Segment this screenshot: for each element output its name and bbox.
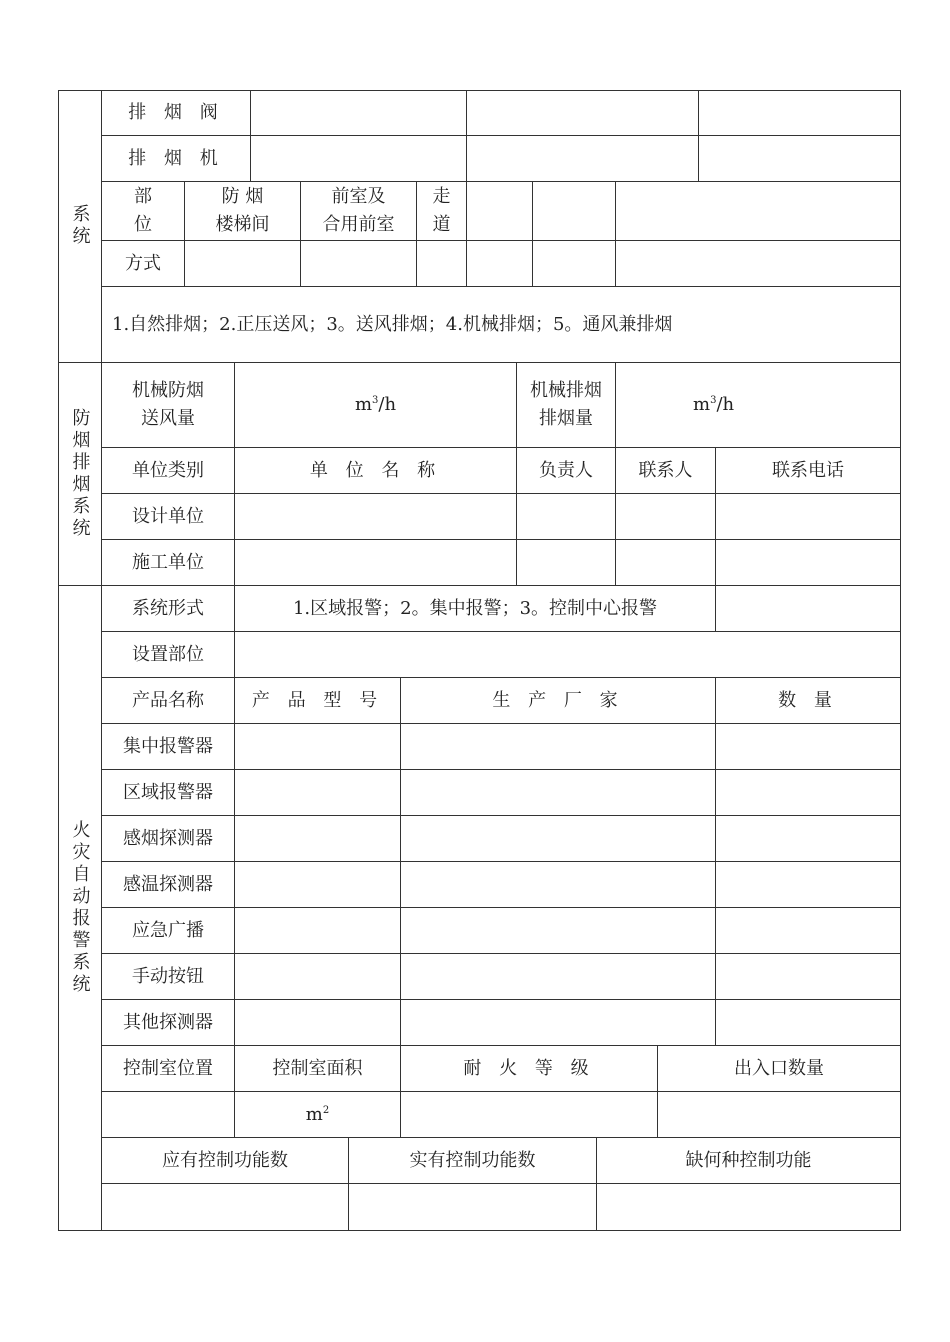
supply-unit: $m^3/h$	[354, 394, 397, 416]
design-unit-label: 设计单位	[102, 494, 235, 540]
control-room-location-cell[interactable]	[102, 1092, 235, 1138]
product-model-header: 产 品 型 号	[235, 678, 401, 724]
product-name: 感温探测器	[102, 862, 235, 908]
method-cell-3[interactable]	[616, 241, 901, 287]
manufacturer-cell[interactable]	[401, 1000, 716, 1046]
manufacturer-cell[interactable]	[401, 908, 716, 954]
exhaust-fan-cell-2[interactable]	[467, 136, 699, 182]
product-name: 应急广播	[102, 908, 235, 954]
exhaust-fan-cell-1[interactable]	[251, 136, 467, 182]
quantity-cell[interactable]	[716, 770, 901, 816]
product-name: 感烟探测器	[102, 816, 235, 862]
system-form-label: 系统形式	[102, 586, 235, 632]
product-model-cell[interactable]	[235, 816, 401, 862]
contact-header: 联系人	[616, 448, 716, 494]
design-unit-person[interactable]	[517, 494, 616, 540]
product-model-cell[interactable]	[235, 1000, 401, 1046]
smoke-section-label: 防烟排烟系统	[58, 363, 102, 586]
manufacturer-header: 生 产 厂 家	[401, 678, 716, 724]
product-model-cell[interactable]	[235, 954, 401, 1000]
product-name: 区域报警器	[102, 770, 235, 816]
phone-header: 联系电话	[716, 448, 901, 494]
design-unit-phone[interactable]	[716, 494, 901, 540]
exhaust-fan-cell-3[interactable]	[699, 136, 901, 182]
install-location-cell[interactable]	[235, 632, 901, 678]
exit-count-header: 出入口数量	[658, 1046, 901, 1092]
install-location-label: 设置部位	[102, 632, 235, 678]
product-name: 集中报警器	[102, 724, 235, 770]
product-model-cell[interactable]	[235, 770, 401, 816]
construction-unit-person[interactable]	[517, 540, 616, 586]
construction-unit-label: 施工单位	[102, 540, 235, 586]
part-cell-1[interactable]	[467, 182, 533, 241]
fire-rating-cell[interactable]	[401, 1092, 658, 1138]
exhaust-fan-label: 排 烟 机	[102, 136, 251, 182]
system-form-options: 1.区域报警；2。集中报警；3。控制中心报警	[235, 586, 716, 632]
construction-unit-phone[interactable]	[716, 540, 901, 586]
method-label: 方式	[102, 241, 185, 287]
construction-unit-contact[interactable]	[616, 540, 716, 586]
actual-functions-header: 实有控制功能数	[349, 1138, 597, 1184]
exhaust-unit: $m^3/h$	[693, 394, 735, 416]
exit-count-cell[interactable]	[658, 1092, 901, 1138]
quantity-cell[interactable]	[716, 816, 901, 862]
exhaust-valve-cell-2[interactable]	[467, 90, 699, 136]
product-model-cell[interactable]	[235, 908, 401, 954]
supply-air-label: 机械防烟 送风量	[102, 363, 235, 448]
exhaust-valve-cell-3[interactable]	[699, 90, 901, 136]
required-functions-header: 应有控制功能数	[102, 1138, 349, 1184]
exhaust-valve-cell-1[interactable]	[251, 90, 467, 136]
alarm-section-label: 火灾自动报警系统	[58, 586, 102, 1231]
exhaust-valve-label: 排 烟 阀	[102, 90, 251, 136]
quantity-cell[interactable]	[716, 1000, 901, 1046]
part-cell-2[interactable]	[533, 182, 616, 241]
exhaust-volume-label: 机械排烟 排烟量	[517, 363, 616, 448]
missing-functions-header: 缺何种控制功能	[597, 1138, 901, 1184]
quantity-header: 数 量	[716, 678, 901, 724]
control-room-area-header: 控制室面积	[235, 1046, 401, 1092]
product-model-cell[interactable]	[235, 724, 401, 770]
method-cell-1[interactable]	[467, 241, 533, 287]
method-anteroom-cell[interactable]	[301, 241, 417, 287]
required-functions-cell[interactable]	[102, 1184, 349, 1231]
unit-type-header: 单位类别	[102, 448, 235, 494]
manufacturer-cell[interactable]	[401, 724, 716, 770]
manufacturer-cell[interactable]	[401, 816, 716, 862]
control-room-area-cell[interactable]	[235, 1092, 401, 1138]
method-stair-cell[interactable]	[185, 241, 301, 287]
unit-name-header: 单 位 名 称	[235, 448, 517, 494]
product-model-cell[interactable]	[235, 862, 401, 908]
product-name: 手动按钮	[102, 954, 235, 1000]
person-in-charge-header: 负责人	[517, 448, 616, 494]
fire-rating-header: 耐 火 等 级	[401, 1046, 658, 1092]
system-section-label: 系统	[58, 90, 102, 363]
part-cell-3[interactable]	[616, 182, 901, 241]
corridor-header: 走 道	[417, 182, 467, 241]
supply-air-value[interactable]	[235, 363, 517, 448]
design-unit-name[interactable]	[235, 494, 517, 540]
part-label: 部 位	[102, 182, 185, 241]
method-corridor-cell[interactable]	[417, 241, 467, 287]
manufacturer-cell[interactable]	[401, 954, 716, 1000]
construction-unit-name[interactable]	[235, 540, 517, 586]
manufacturer-cell[interactable]	[401, 862, 716, 908]
design-unit-contact[interactable]	[616, 494, 716, 540]
product-name-header: 产品名称	[102, 678, 235, 724]
product-name: 其他探测器	[102, 1000, 235, 1046]
manufacturer-cell[interactable]	[401, 770, 716, 816]
method-cell-2[interactable]	[533, 241, 616, 287]
quantity-cell[interactable]	[716, 908, 901, 954]
exhaust-volume-value[interactable]	[616, 363, 901, 448]
control-room-location-header: 控制室位置	[102, 1046, 235, 1092]
quantity-cell[interactable]	[716, 954, 901, 1000]
anteroom-header: 前室及 合用前室	[301, 182, 417, 241]
method-legend: 1.自然排烟；2.正压送风；3。送风排烟；4.机械排烟；5。通风兼排烟	[102, 287, 901, 363]
missing-functions-cell[interactable]	[597, 1184, 901, 1231]
actual-functions-cell[interactable]	[349, 1184, 597, 1231]
area-unit: $m^2$	[305, 1103, 330, 1125]
quantity-cell[interactable]	[716, 862, 901, 908]
quantity-cell[interactable]	[716, 724, 901, 770]
system-form-cell[interactable]	[716, 586, 901, 632]
stair-header: 防 烟 楼梯间	[185, 182, 301, 241]
